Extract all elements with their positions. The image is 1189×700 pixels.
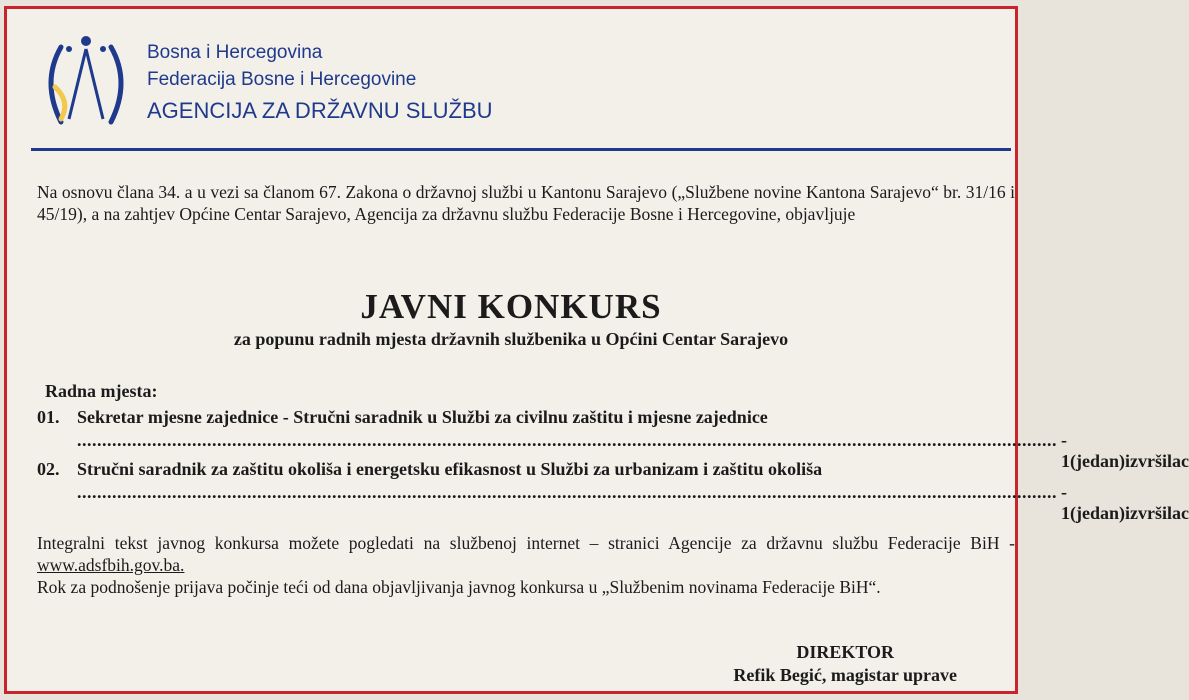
agency-logo-icon xyxy=(31,27,141,137)
position-number: 01. xyxy=(37,407,60,427)
position-number: 02. xyxy=(37,459,60,479)
notice-frame xyxy=(4,6,1189,694)
website-link[interactable]: www.adsfbih.gov.ba. xyxy=(37,555,185,575)
info-paragraphs xyxy=(37,532,1015,598)
position-count: - 1(jedan)izvršilac xyxy=(1061,430,1189,471)
dot-leader: .................................................................................................................................................................................................... xyxy=(77,482,1057,502)
header-divider xyxy=(31,148,1011,151)
signature-name: Refik Begić, magistar uprave xyxy=(733,665,957,685)
org-line-agency: AGENCIJA ZA DRŽAVNU SLUŽBU xyxy=(147,98,493,123)
position-title: Sekretar mjesne zajednice - Stručni saradnik u Službi za civilnu zaštitu i mjesne zajednice xyxy=(77,407,768,427)
position-item xyxy=(37,459,1189,524)
org-line-country: Bosna i Hercegovina xyxy=(147,42,323,63)
organization-name xyxy=(147,39,493,127)
signature-block xyxy=(733,641,957,687)
intro-paragraph: Na osnovu člana 34. a u vezi sa članom 67. Zakona o državnoj službi u Kantonu Sarajevo („Službene novine Kantona Sarajevo“ br. 31/16 i 45/19), a na zahtjev Općine Centar Sarajevo, Agencija za državnu službu Federacije Bosne i Hercegovine, objavljuje xyxy=(37,182,1015,224)
dot-leader: .................................................................................................................................................................................................... xyxy=(77,430,1057,450)
notice-title: JAVNI KONKURS xyxy=(360,287,662,326)
info-paragraph-deadline: Rok za podnošenje prijava počinje teći od dana objavljivanja javnog konkursa u „Službenim novinama Federacije BiH“. xyxy=(37,577,881,597)
position-title: Stručni saradnik za zaštitu okoliša i energetsku efikasnost u Službi za urbanizam i zaštitu okoliša xyxy=(77,459,823,479)
org-line-federation: Federacija Bosne i Hercegovine xyxy=(147,69,417,90)
header xyxy=(7,9,1015,159)
signature-role: DIREKTOR xyxy=(796,642,895,662)
notice-subtitle: za popunu radnih mjesta državnih službenika u Općini Centar Sarajevo xyxy=(233,329,789,349)
positions-label: Radna mjesta: xyxy=(45,381,158,401)
website-text: Integralni tekst javnog konkursa možete pogledati na službenoj internet – stranici Agencije za državnu službu Federacije BiH - xyxy=(37,533,1015,553)
position-count: - 1(jedan)izvršilac xyxy=(1061,482,1189,523)
info-paragraph-website xyxy=(37,532,1015,576)
